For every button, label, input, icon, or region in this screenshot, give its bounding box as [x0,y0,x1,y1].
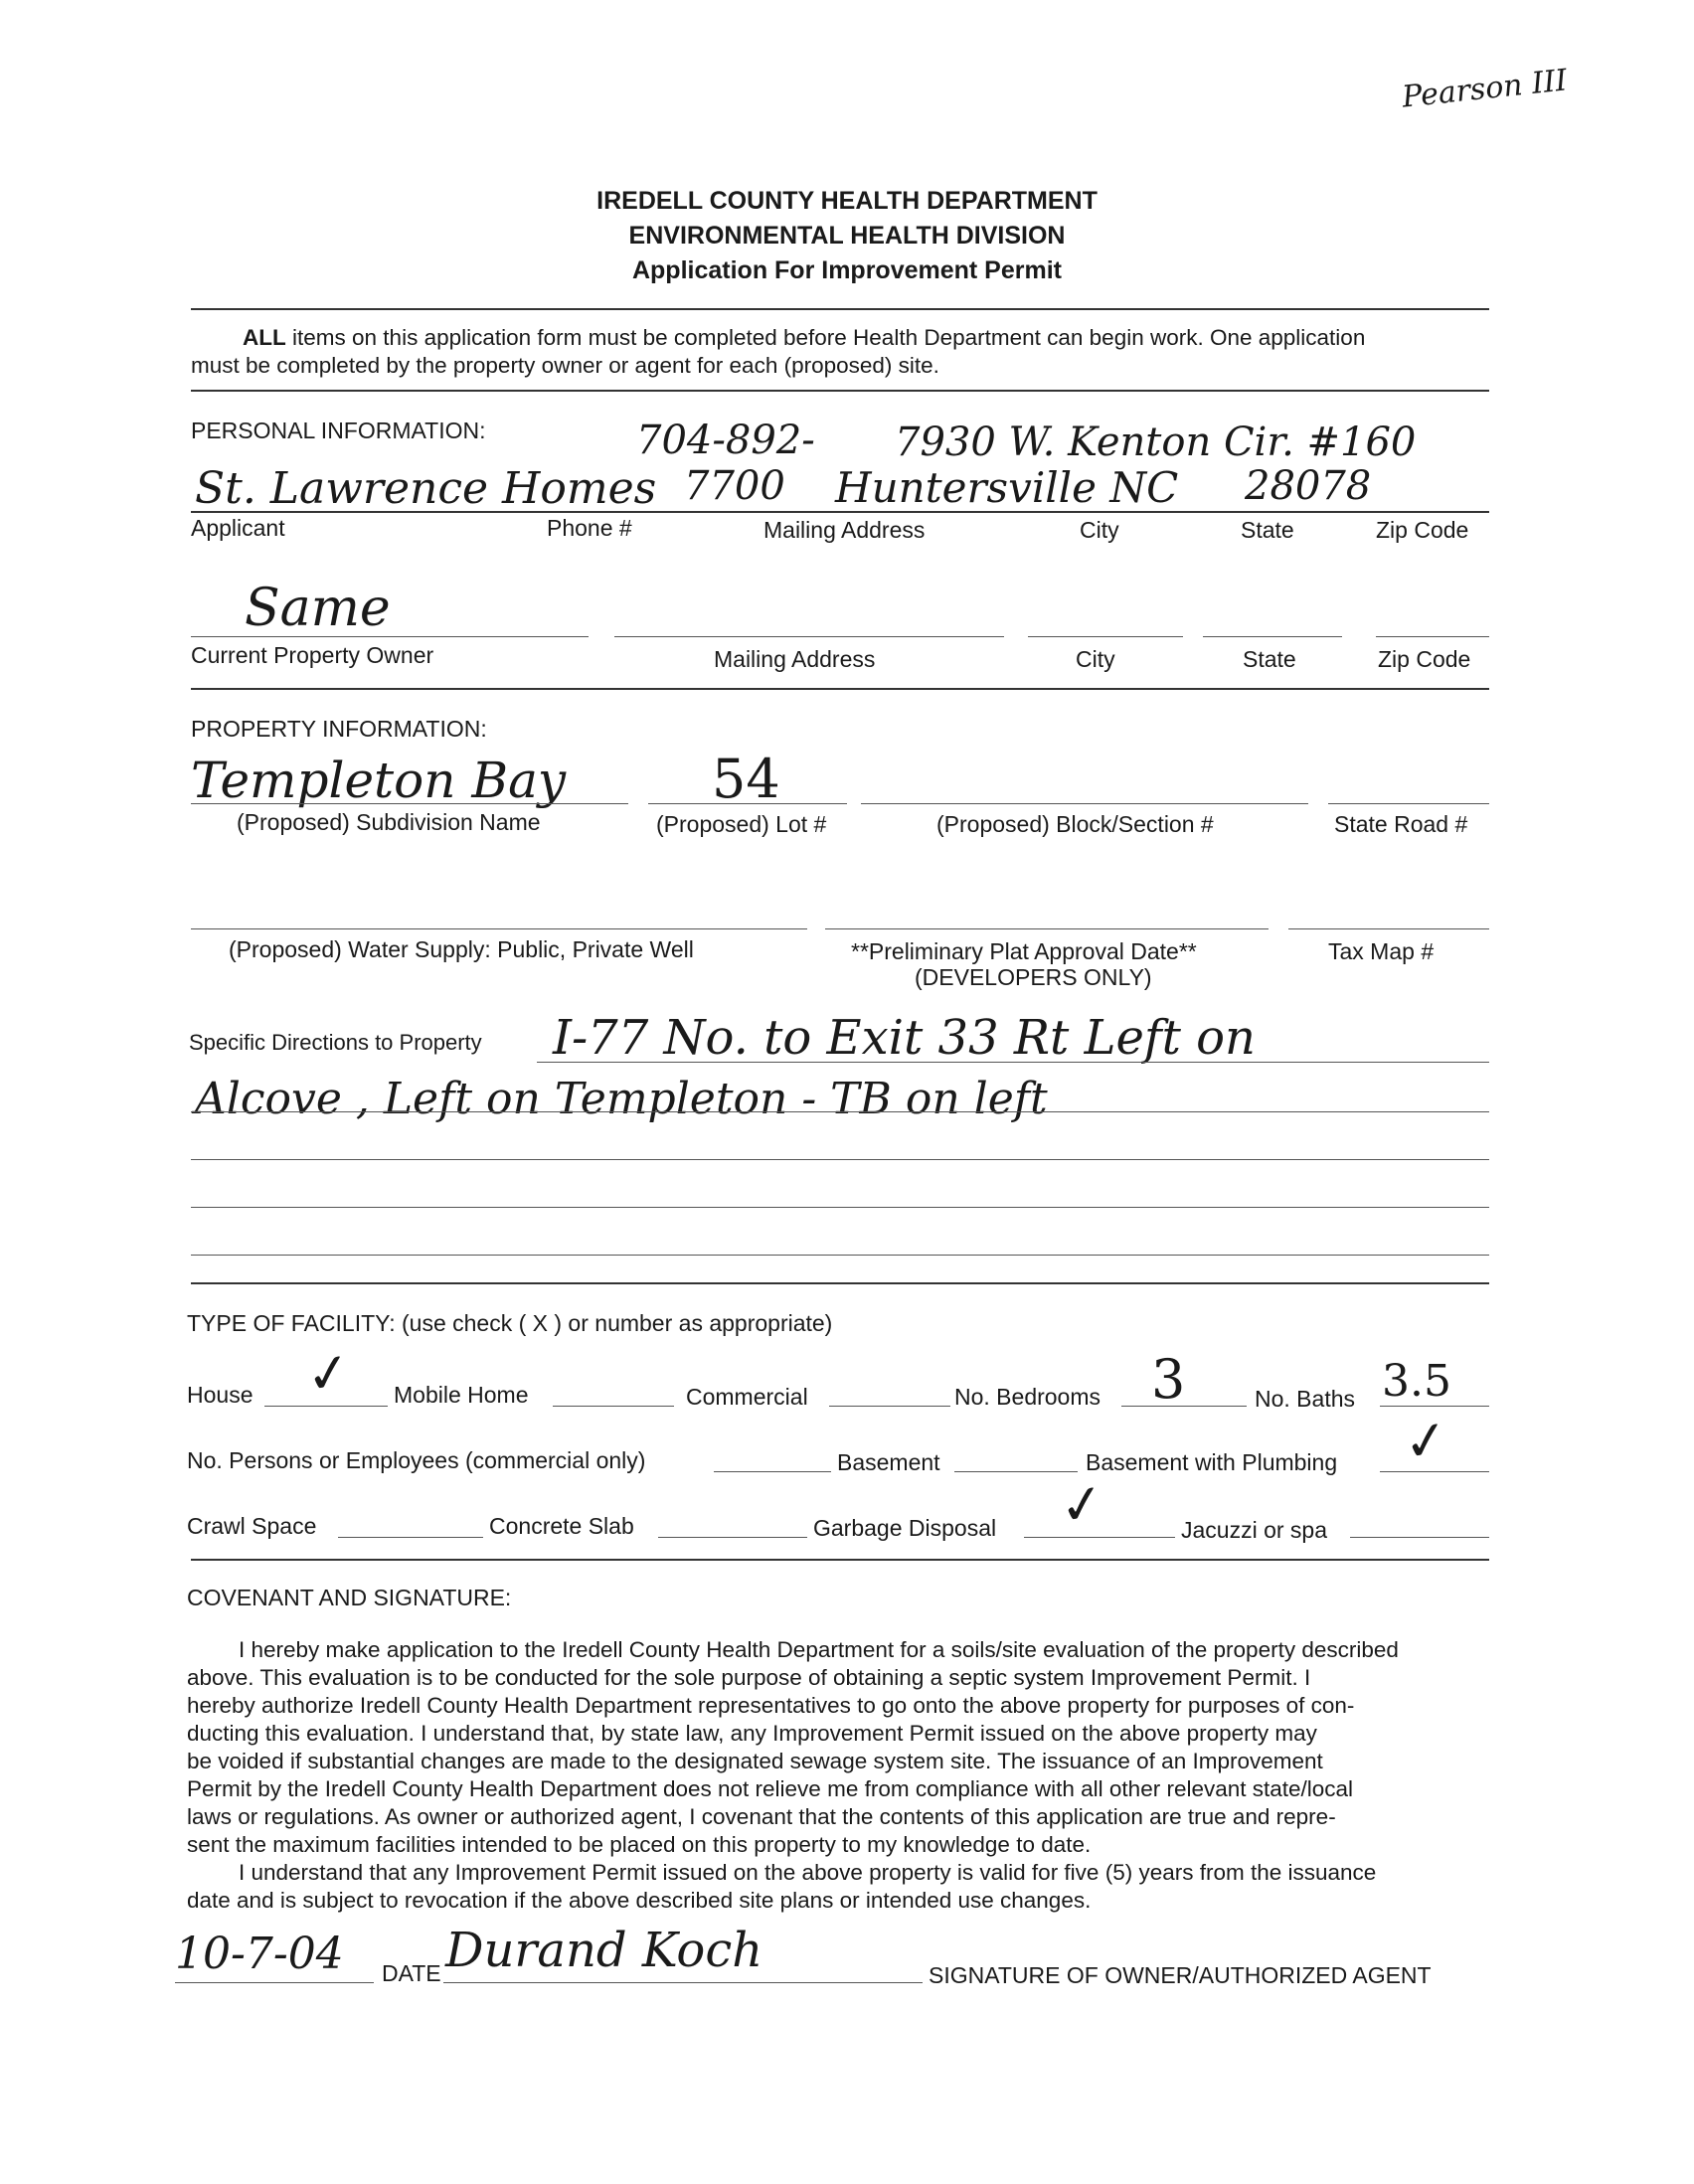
taxmap-line [1288,928,1489,929]
label-baths: No. Baths [1255,1386,1355,1412]
covenant-line: be voided if substantial changes are made to the designated sewage system site. The issuance of an Improvement [187,1749,1323,1773]
water-line [191,928,807,929]
rule-intro [191,390,1489,392]
lot-value: 54 [712,748,780,810]
basement-plumb-line [1380,1471,1489,1472]
label-crawl: Crawl Space [187,1513,317,1539]
label-owner-state: State [1243,646,1296,672]
covenant-line: hereby authorize Iredell County Health Department representatives to go onto the above property for purposes of con- [187,1693,1355,1718]
label-bedrooms: No. Bedrooms [954,1384,1101,1410]
date-value: 10-7-04 [175,1929,344,1979]
label-signature: SIGNATURE OF OWNER/AUTHORIZED AGENT [929,1962,1432,1988]
label-owner-zip: Zip Code [1378,646,1471,672]
phone-value-bottom: 7700 [684,463,785,509]
personal-heading: PERSONAL INFORMATION: [191,418,486,443]
lot-line [648,803,847,804]
label-water: (Proposed) Water Supply: Public, Private Well [229,936,694,962]
directions-line1: I-77 No. to Exit 33 Rt Left on [553,1010,1256,1066]
label-lot: (Proposed) Lot # [656,811,827,837]
owner-zip-line [1376,636,1489,637]
owner-line [191,636,589,637]
label-owner-mailing: Mailing Address [714,646,876,672]
owner-city-line [1028,636,1183,637]
label-directions: Specific Directions to Property [189,1030,482,1055]
corner-note: Pearson III [1400,63,1570,115]
covenant-line: sent the maximum facilities intended to be placed on this property to my knowledge to date. [187,1832,1092,1857]
directions-rule4 [191,1207,1489,1208]
label-date: DATE [382,1960,441,1986]
applicant-value: St. Lawrence Homes [195,463,657,514]
label-commercial: Commercial [686,1384,808,1410]
label-owner: Current Property Owner [191,642,434,668]
covenant-line: date and is subject to revocation if the above described site plans or intended use changes. [187,1888,1092,1913]
owner-mailing-line [614,636,1004,637]
persons-line [714,1471,831,1472]
basement-line [954,1471,1078,1472]
jacuzzi-line [1350,1537,1489,1538]
label-basement: Basement [837,1449,940,1475]
phone-value-top: 704-892- [636,418,815,463]
directions-rule5 [191,1255,1489,1256]
facility-heading: TYPE OF FACILITY: (use check ( X ) or number as appropriate) [187,1310,833,1336]
covenant-heading: COVENANT AND SIGNATURE: [187,1585,512,1610]
label-garbage: Garbage Disposal [813,1515,997,1541]
directions-rule2 [191,1111,1489,1112]
road-line [1328,803,1489,804]
bedrooms-value: 3 [1151,1348,1186,1411]
directions-line2: Alcove , Left on Templeton - TB on left [195,1074,1048,1124]
covenant-paragraph-1 [187,1636,1499,1915]
intro-text [191,324,1503,380]
garbage-line [1024,1537,1175,1538]
label-house: House [187,1382,254,1408]
label-zip: Zip Code [1376,517,1469,543]
label-city: City [1080,517,1119,543]
label-block: (Proposed) Block/Section # [936,811,1214,837]
signature-line [443,1982,923,1983]
covenant-line: I hereby make application to the Iredell County Health Department for a soils/site evaluation of the property described [239,1637,1399,1662]
label-applicant: Applicant [191,515,285,541]
city-state-value: Huntersville NC [835,463,1179,512]
plat-line [825,928,1269,929]
zip-value: 28078 [1245,463,1372,509]
header-agency: IREDELL COUNTY HEALTH DEPARTMENT [596,187,1098,215]
covenant-line: above. This evaluation is to be conducted for the sole purpose of obtaining a septic system Improvement Permit. I [187,1665,1311,1690]
owner-state-line [1203,636,1342,637]
covenant-line: ducting this evaluation. I understand that, by state law, any Improvement Permit issued on the above property may [187,1721,1317,1746]
label-plat: **Preliminary Plat Approval Date** [851,938,1197,964]
label-persons: No. Persons or Employees (commercial only) [187,1447,646,1473]
label-taxmap: Tax Map # [1328,938,1435,964]
block-line [861,803,1308,804]
slab-line [658,1537,807,1538]
applicant-line [191,511,1489,513]
intro-line1: items on this application form must be completed before Health Department can begin work. One application [292,325,1366,350]
label-mailing: Mailing Address [763,517,926,543]
intro-line2: must be completed by the property owner or agent for each (proposed) site. [191,353,939,378]
baths-value: 3.5 [1382,1356,1451,1407]
basement-plumb-check: ✓ [1399,1407,1453,1475]
covenant-line: Permit by the Iredell County Health Department does not relieve me from compliance with all other relevant state/local [187,1776,1354,1801]
signature-value: Durand Koch [445,1923,763,1978]
garbage-check: ✓ [1055,1470,1109,1539]
crawl-line [338,1537,483,1538]
label-basement-plumb: Basement with Plumbing [1086,1449,1338,1475]
rule-facility [191,1559,1489,1561]
subdivision-value: Templeton Bay [191,752,567,809]
label-subdivision: (Proposed) Subdivision Name [237,809,541,835]
label-slab: Concrete Slab [489,1513,634,1539]
house-check: ✓ [301,1339,356,1408]
directions-rule1 [537,1062,1489,1063]
intro-bold-lead: ALL [243,325,286,350]
label-jacuzzi: Jacuzzi or spa [1181,1517,1328,1543]
label-mobile: Mobile Home [394,1382,529,1408]
owner-value: Same [245,579,391,638]
mobile-line [553,1406,674,1407]
rule-directions [191,1282,1489,1284]
label-state: State [1241,517,1294,543]
label-phone: Phone # [547,515,632,541]
house-line [264,1406,388,1407]
commercial-line [829,1406,950,1407]
subdivision-line [191,803,628,804]
directions-rule3 [191,1159,1489,1160]
rule-top [191,308,1489,310]
label-plat-sub: (DEVELOPERS ONLY) [915,964,1152,990]
address-value-top: 7930 W. Kenton Cir. #160 [895,420,1417,465]
covenant-line: laws or regulations. As owner or authorized agent, I covenant that the contents of this application are true and repre- [187,1804,1336,1829]
header-division: ENVIRONMENTAL HEALTH DIVISION [628,222,1066,250]
covenant-line: I understand that any Improvement Permit issued on the above property is valid for five (5) years from the issuance [239,1860,1377,1885]
property-heading: PROPERTY INFORMATION: [191,716,487,742]
date-line [175,1982,374,1983]
label-road: State Road # [1334,811,1468,837]
label-owner-city: City [1076,646,1115,672]
header-form-title: Application For Improvement Permit [631,256,1062,284]
rule-owner [191,688,1489,690]
